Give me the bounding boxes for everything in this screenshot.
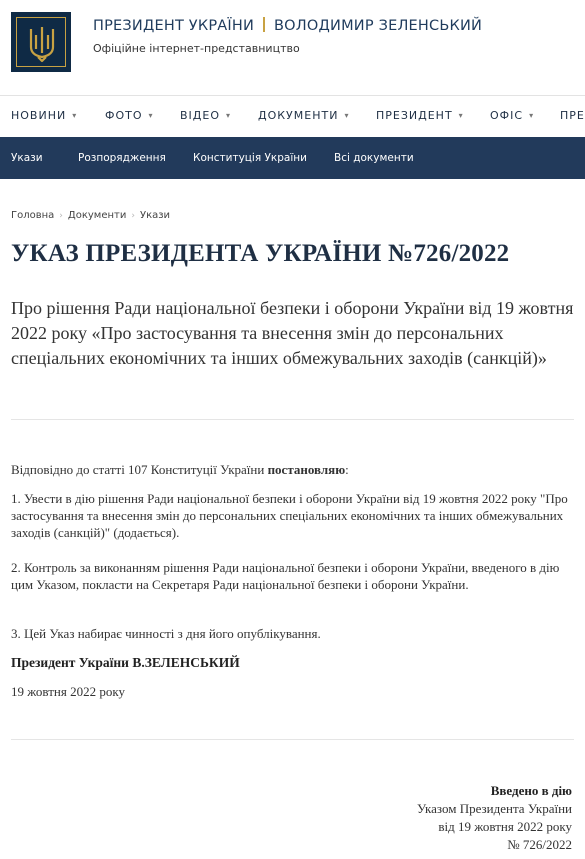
trident-emblem-icon bbox=[12, 13, 72, 73]
chevron-down-icon: ▾ bbox=[344, 111, 350, 120]
enacted-line: Указом Президента України bbox=[416, 801, 572, 816]
divider bbox=[11, 419, 574, 420]
nav-item-documents[interactable] bbox=[258, 109, 349, 122]
chevron-down-icon: ▾ bbox=[226, 111, 232, 120]
intro-text: Відповідно до статті 107 Конституції України bbox=[11, 462, 268, 477]
nav-item-label: ВІДЕО bbox=[180, 109, 220, 122]
enacted-block bbox=[417, 782, 572, 854]
nav-item-label: ПРЕЗИДЕНТ bbox=[376, 109, 453, 122]
nav-item-label: ПРЕ bbox=[560, 109, 585, 122]
site-subtitle: Офіційне інтернет-представництво bbox=[93, 42, 300, 55]
site-header bbox=[0, 0, 585, 95]
decree-paragraph-1: 1. Увести в дію рішення Ради національної безпеки і оборони України від 19 жовтня 2022 року "Про застосування та внесення змін до персональних спеціальних економічних та інших обмежувальних заходів (санкцій)" (додається). bbox=[11, 491, 568, 540]
chevron-right-icon: › bbox=[59, 211, 63, 221]
site-logo[interactable] bbox=[11, 12, 71, 72]
nav-item-office[interactable] bbox=[490, 109, 534, 122]
subnav-item-all-documents[interactable]: Всі документи bbox=[334, 152, 414, 164]
nav-item-label: НОВИНИ bbox=[11, 109, 67, 122]
site-title-right: ВОЛОДИМИР ЗЕЛЕНСЬКИЙ bbox=[274, 18, 483, 34]
decree-signature: Президент України В.ЗЕЛЕНСЬКИЙ bbox=[11, 655, 240, 670]
decree-paragraph-3: 3. Цей Указ набирає чинності з дня його опублікування. bbox=[11, 626, 321, 641]
main-nav bbox=[0, 96, 585, 137]
breadcrumb bbox=[11, 210, 170, 221]
enacted-line: від 19 жовтня 2022 року bbox=[438, 819, 572, 834]
nav-item-label: ФОТО bbox=[105, 109, 143, 122]
breadcrumb-decrees[interactable]: Укази bbox=[139, 210, 171, 221]
chevron-down-icon: ▾ bbox=[458, 111, 464, 120]
site-title-left: ПРЕЗИДЕНТ УКРАЇНИ bbox=[93, 18, 255, 34]
decree-date: 19 жовтня 2022 року bbox=[11, 684, 125, 699]
divider bbox=[11, 739, 574, 740]
subnav-item-constitution[interactable]: Конституція України bbox=[193, 152, 307, 164]
page-title: УКАЗ ПРЕЗИДЕНТА УКРАЇНИ №726/2022 bbox=[11, 240, 510, 267]
nav-item-photo[interactable] bbox=[105, 109, 154, 122]
title-separator bbox=[263, 17, 265, 32]
nav-item-video[interactable] bbox=[180, 109, 231, 122]
decree-intro bbox=[11, 461, 571, 478]
intro-keyword: постановляю bbox=[267, 462, 346, 477]
chevron-down-icon: ▾ bbox=[148, 111, 154, 120]
breadcrumb-home[interactable]: Головна bbox=[11, 210, 55, 221]
chevron-down-icon: ▾ bbox=[72, 111, 78, 120]
subnav-item-orders[interactable]: Розпорядження bbox=[78, 152, 166, 164]
nav-item-label: ДОКУМЕНТИ bbox=[258, 109, 339, 122]
decree-paragraph-2: 2. Контроль за виконанням рішення Ради національної безпеки і оборони України, введеного в дію цим Указом, покласти на Секретаря Ради національної безпеки і оборони України. bbox=[11, 560, 560, 592]
nav-item-president[interactable] bbox=[376, 109, 464, 122]
nav-item-news[interactable] bbox=[11, 109, 77, 122]
enacted-line: № 726/2022 bbox=[507, 837, 572, 852]
breadcrumb-documents[interactable]: Документи bbox=[67, 210, 127, 221]
documents-subnav bbox=[0, 137, 585, 179]
chevron-down-icon: ▾ bbox=[529, 111, 535, 120]
intro-end: : bbox=[345, 462, 349, 477]
nav-item-label: ОФІС bbox=[490, 109, 524, 122]
enacted-heading: Введено в дію bbox=[490, 783, 572, 798]
decree-subject: Про рішення Ради національної безпеки і оборони України від 19 жовтня 2022 року «Про застосування та внесення змін до персональних спеціальних економічних та інших обмежувальних заходів (санкцій)» bbox=[11, 298, 574, 368]
site-title[interactable] bbox=[93, 17, 482, 34]
chevron-right-icon: › bbox=[131, 211, 135, 221]
nav-item-press[interactable] bbox=[560, 109, 585, 122]
subnav-item-decrees[interactable]: Укази bbox=[11, 152, 43, 164]
